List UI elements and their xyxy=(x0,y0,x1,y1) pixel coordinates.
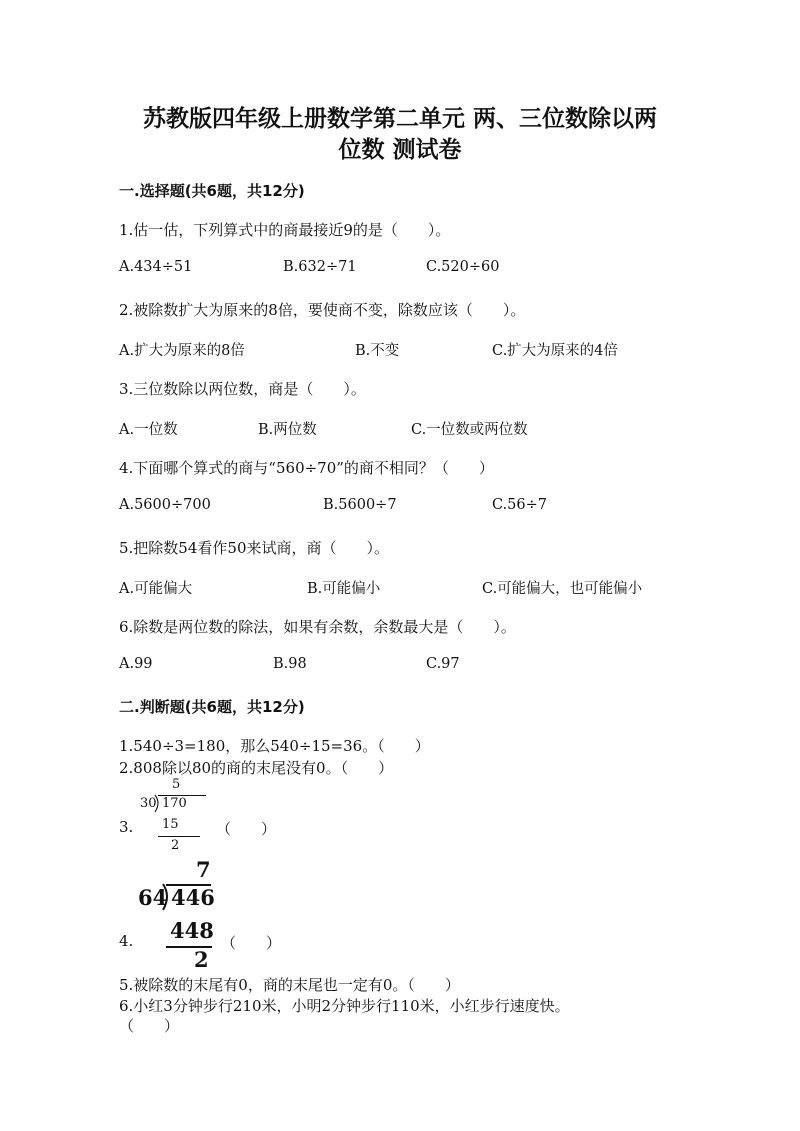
question-1-6-stem: 6.除数是两位数的除法，如果有余数，余数最大是（ ）。 xyxy=(119,618,516,636)
page-title-line-1: 苏教版四年级上册数学第二单元 两、三位数除以两 xyxy=(142,105,657,132)
long-division-3-subtract-line xyxy=(158,836,200,837)
question-1-4-option-a: A.5600÷700 xyxy=(119,497,211,513)
question-1-6-option-c: C.97 xyxy=(426,656,460,672)
question-1-5-option-c: C.可能偏大，也可能偏小 xyxy=(482,581,643,597)
long-division-3-product: 15 xyxy=(162,817,179,832)
long-division-3-divisor: 30 xyxy=(140,796,157,811)
long-division-3-quotient: 5 xyxy=(172,777,181,792)
question-1-4-option-c: C.56÷7 xyxy=(492,497,548,513)
question-1-3-stem: 3.三位数除以两位数，商是（ ）。 xyxy=(119,380,366,398)
long-division-4-dividend: 446 xyxy=(171,885,215,910)
long-division-4-divisor: 64 xyxy=(138,885,168,910)
judge-question-3-brackets: （ ） xyxy=(216,820,277,838)
judge-question-2: 2.808除以80的商的末尾没有0。（ ） xyxy=(119,759,394,777)
judge-question-6: 6.小红3分钟步行210米，小明2分钟步行110米，小红步行速度快。 xyxy=(119,997,570,1015)
judge-question-6-brackets: （ ） xyxy=(119,1017,180,1035)
question-1-3-option-b: B.两位数 xyxy=(258,422,317,438)
question-1-5-option-a: A.可能偏大 xyxy=(119,581,193,597)
long-division-4-quotient: 7 xyxy=(196,857,211,882)
question-1-4-stem: 4.下面哪个算式的商与“560÷70”的商不相同？（ ） xyxy=(119,459,494,477)
question-1-6-option-a: A.99 xyxy=(119,656,153,672)
question-1-1-option-a: A.434÷51 xyxy=(119,259,193,275)
page-title-line-2: 位数 测试卷 xyxy=(338,136,462,163)
long-division-4-remainder: 2 xyxy=(194,947,209,972)
question-1-5-option-b: B.可能偏小 xyxy=(307,581,381,597)
question-1-1-option-b: B.632÷71 xyxy=(283,259,357,275)
judge-question-4-number: 4. xyxy=(119,932,134,950)
question-1-1-stem: 1.估一估，下列算式中的商最接近9的是（ ）。 xyxy=(119,221,451,239)
question-1-3-option-a: A.一位数 xyxy=(119,422,178,438)
judge-question-1: 1.540÷3=180，那么540÷15=36。（ ） xyxy=(119,737,430,755)
long-division-3-dividend: 170 xyxy=(162,796,187,811)
judge-question-4-brackets: （ ） xyxy=(221,934,282,952)
question-1-5-stem: 5.把除数54看作50来试商，商（ ）。 xyxy=(119,539,389,557)
long-division-3-remainder: 2 xyxy=(171,838,180,853)
long-division-4-product: 448 xyxy=(170,918,214,943)
question-1-1-option-c: C.520÷60 xyxy=(426,259,500,275)
long-division-3-bracket xyxy=(154,794,161,813)
long-division-4-bracket xyxy=(162,883,171,911)
question-1-2-option-a: A.扩大为原来的8倍 xyxy=(119,343,245,359)
judge-question-5: 5.被除数的末尾有0，商的末尾也一定有0。（ ） xyxy=(119,976,460,994)
question-1-2-option-b: B.不变 xyxy=(355,343,400,359)
section-2-heading: 二.判断题(共6题，共12分) xyxy=(119,698,305,716)
section-1-heading: 一.选择题(共6题，共12分) xyxy=(119,182,305,200)
question-1-2-stem: 2.被除数扩大为原来的8倍，要使商不变，除数应该（ ）。 xyxy=(119,301,526,319)
question-1-4-option-b: B.5600÷7 xyxy=(323,497,397,513)
judge-question-3-number: 3. xyxy=(119,818,134,836)
question-1-2-option-c: C.扩大为原来的4倍 xyxy=(492,343,618,359)
question-1-6-option-b: B.98 xyxy=(273,656,307,672)
question-1-3-option-c: C.一位数或两位数 xyxy=(411,422,528,438)
